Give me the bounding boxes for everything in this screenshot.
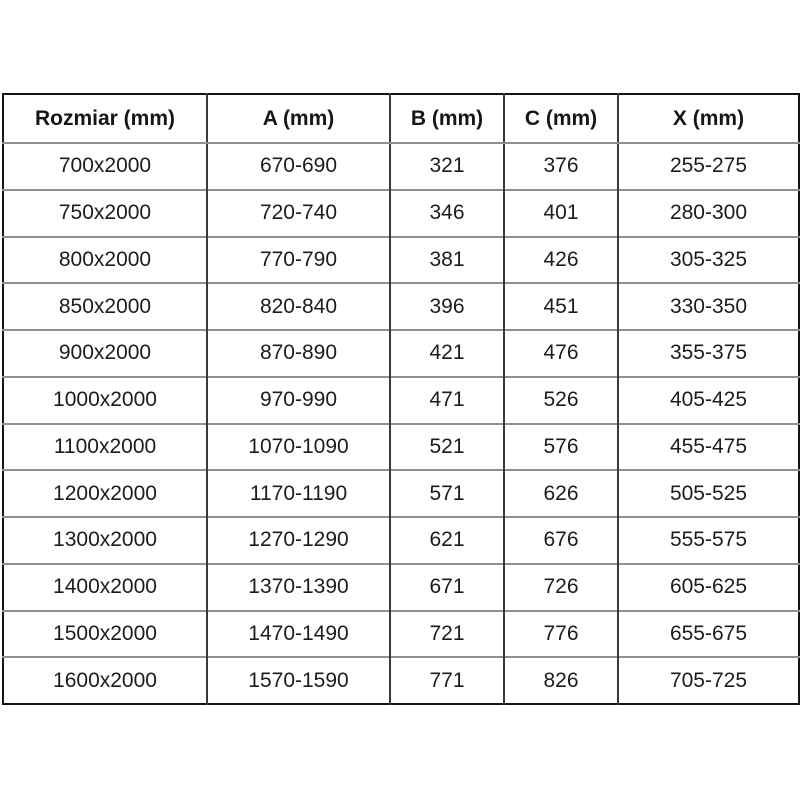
table-cell: 471 xyxy=(390,377,504,424)
table-row xyxy=(3,611,799,658)
table-cell: 870-890 xyxy=(207,330,390,377)
table-cell: 505-525 xyxy=(618,470,799,517)
header-row xyxy=(3,94,799,143)
table-row xyxy=(3,237,799,284)
table-cell: 726 xyxy=(504,564,618,611)
table-cell: 800x2000 xyxy=(3,237,207,284)
table-cell: 280-300 xyxy=(618,190,799,237)
table-row xyxy=(3,517,799,564)
col-header-rozmiar: Rozmiar (mm) xyxy=(3,94,207,143)
table-cell: 355-375 xyxy=(618,330,799,377)
table-cell: 1570-1590 xyxy=(207,657,390,704)
table-row xyxy=(3,143,799,190)
table-cell: 705-725 xyxy=(618,657,799,704)
table-cell: 671 xyxy=(390,564,504,611)
table-cell: 1100x2000 xyxy=(3,424,207,471)
table-cell: 476 xyxy=(504,330,618,377)
table-cell: 1600x2000 xyxy=(3,657,207,704)
col-header-c: C (mm) xyxy=(504,94,618,143)
table-cell: 426 xyxy=(504,237,618,284)
table-cell: 576 xyxy=(504,424,618,471)
size-table xyxy=(2,93,800,705)
table-cell: 571 xyxy=(390,470,504,517)
table-row xyxy=(3,424,799,471)
table-cell: 521 xyxy=(390,424,504,471)
table-cell: 396 xyxy=(390,283,504,330)
table-row xyxy=(3,190,799,237)
table-cell: 720-740 xyxy=(207,190,390,237)
table-row xyxy=(3,470,799,517)
table-cell: 655-675 xyxy=(618,611,799,658)
table-cell: 1370-1390 xyxy=(207,564,390,611)
table-cell: 1300x2000 xyxy=(3,517,207,564)
table-cell: 255-275 xyxy=(618,143,799,190)
table-cell: 321 xyxy=(390,143,504,190)
table-body xyxy=(3,143,799,704)
table-cell: 1200x2000 xyxy=(3,470,207,517)
table-cell: 305-325 xyxy=(618,237,799,284)
table-cell: 455-475 xyxy=(618,424,799,471)
table-cell: 850x2000 xyxy=(3,283,207,330)
table-cell: 421 xyxy=(390,330,504,377)
table-cell: 605-625 xyxy=(618,564,799,611)
table-row xyxy=(3,283,799,330)
table-cell: 346 xyxy=(390,190,504,237)
table-row xyxy=(3,564,799,611)
table-cell: 1400x2000 xyxy=(3,564,207,611)
table-cell: 526 xyxy=(504,377,618,424)
table-cell: 670-690 xyxy=(207,143,390,190)
col-header-x: X (mm) xyxy=(618,94,799,143)
table-cell: 970-990 xyxy=(207,377,390,424)
table-cell: 1270-1290 xyxy=(207,517,390,564)
table-cell: 405-425 xyxy=(618,377,799,424)
table-cell: 621 xyxy=(390,517,504,564)
table-row xyxy=(3,657,799,704)
table-cell: 401 xyxy=(504,190,618,237)
table-cell: 820-840 xyxy=(207,283,390,330)
table-cell: 1470-1490 xyxy=(207,611,390,658)
table-cell: 770-790 xyxy=(207,237,390,284)
col-header-a: A (mm) xyxy=(207,94,390,143)
col-header-b: B (mm) xyxy=(390,94,504,143)
table-cell: 451 xyxy=(504,283,618,330)
table-cell: 626 xyxy=(504,470,618,517)
table-cell: 826 xyxy=(504,657,618,704)
table-cell: 1170-1190 xyxy=(207,470,390,517)
table-cell: 750x2000 xyxy=(3,190,207,237)
table-cell: 1070-1090 xyxy=(207,424,390,471)
table-row xyxy=(3,377,799,424)
table-cell: 900x2000 xyxy=(3,330,207,377)
table-cell: 376 xyxy=(504,143,618,190)
table-cell: 330-350 xyxy=(618,283,799,330)
table-cell: 776 xyxy=(504,611,618,658)
table-cell: 721 xyxy=(390,611,504,658)
table-cell: 1500x2000 xyxy=(3,611,207,658)
table-cell: 771 xyxy=(390,657,504,704)
table-cell: 676 xyxy=(504,517,618,564)
table-cell: 1000x2000 xyxy=(3,377,207,424)
table-row xyxy=(3,330,799,377)
table-cell: 381 xyxy=(390,237,504,284)
table-header xyxy=(3,94,799,143)
table-cell: 555-575 xyxy=(618,517,799,564)
table-cell: 700x2000 xyxy=(58,154,152,178)
